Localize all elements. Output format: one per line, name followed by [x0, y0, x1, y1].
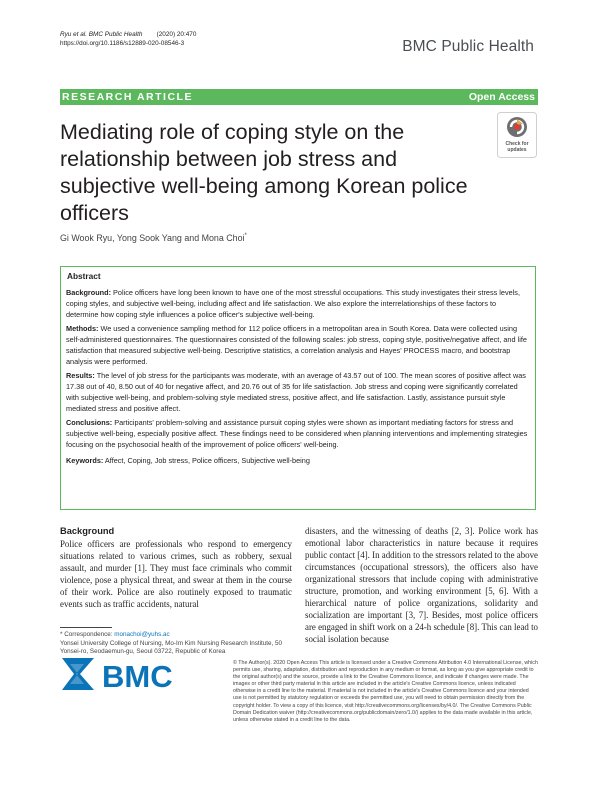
license-text: © The Author(s). 2020 Open Access This article is licensed under a Creative Commons Attribution 4.0 International License, which permits use, sharing, adaptation, distribution and reproduction in any medium or format, as long as you give appropriate credit to the original author(s) and the source, provide a link to the Creative Commons licence, and indicate if changes were made. The images or other third party material in this article are included in the article's Creative Commons licence, unless indicated otherwise in a credit line to the material. If material is not included in the article's Creative Commons licence and your intended use is not permitted by statutory regulation or exceeds the permitted use, you will need to obtain permission directly from the copyright holder. To view a copy of this licence, visit http://creativecommons.org/licenses/by/4.0/. The Creative Commons Public Domain Dedication waiver (http://creativecommons.org/publicdomain/zero/1.0/) applies to the data made available in this article, unless otherwise stated in a credit line to the data. — [233, 660, 538, 723]
check-for-updates-icon — [497, 112, 537, 158]
keywords-label: Keywords: — [66, 456, 104, 465]
background-text: Police officers have long been known to have one of the most stressful occupations. This study investigates their stress levels, coping styles, and subjective well-being, including affect and life satisfaction. We also explore the interrelationships of these factors to determine how coping style influences a police officer's subjective well-being. — [66, 288, 520, 319]
journal-name: BMC Public Health — [402, 38, 534, 55]
abstract-background — [66, 287, 530, 320]
body-column-right — [305, 525, 538, 645]
svg-text:updates: updates — [507, 147, 527, 153]
bmc-logo-text: BMC — [102, 659, 173, 694]
body-column-left — [60, 525, 292, 610]
correspondence-label: * Correspondence: — [60, 631, 115, 638]
correspondence-footnote — [60, 627, 292, 657]
affiliation-text: Yonsei University College of Nursing, Mo-Im Kim Nursing Research Institute, 50 Yonsei-ro, Seodaemun-gu, Seoul 03722, Republic of Korea — [60, 639, 282, 655]
footnote-rule — [60, 627, 112, 628]
running-header-citation — [60, 31, 320, 48]
keywords-text: Affect, Coping, Job stress, Police officers, Subjective well-being — [103, 456, 310, 465]
conclusions-label: Conclusions: — [66, 418, 113, 427]
results-label: Results: — [66, 371, 95, 380]
abstract-methods — [66, 323, 530, 367]
section-heading-background: Background — [60, 526, 115, 536]
header-year-volume: (2020) 20:470 — [156, 31, 197, 38]
abstract-results — [66, 370, 530, 414]
corresponding-marker: * — [244, 233, 247, 240]
methods-label: Methods: — [66, 324, 99, 333]
bmc-logo — [60, 654, 190, 696]
author-names: Gi Wook Ryu, Yong Sook Yang and Mona Choi — [60, 233, 245, 243]
article-title: Mediating role of coping style on the relationship between job stress and subjective well-being among Korean police officers — [60, 120, 468, 225]
results-text: The level of job stress for the participants was moderate, with an average of 43.57 out of 100. The mean scores of positive affect was 17.38 out of 40, 8.50 out of 40 for negative affect, and 20.76 out of 35 for life satisfaction. Job stress and coping were significantly correlated with subjective well-being, and problem-solving style mediated stress, positive affect, and life satisfaction. Lastly, assistance pursuit style mediated stress and positive affect. — [66, 371, 526, 413]
bmc-logo-icon — [60, 654, 190, 696]
conclusions-text: Participants' problem-solving and assistance pursuit coping styles were shown as important mediating factors for stress and subjective well-being, especially positive affect. These findings need to be considered when planning interventions and implementing strategies focusing on the psychosocial health of the improvement of police officers' well-being. — [66, 418, 528, 449]
abstract-box — [60, 266, 536, 510]
body-paragraph-right: disasters, and the witnessing of deaths [2, 3]. Police work has emotional labor characteristics in nature because it requires public contact [4]. In addition to the stressors related to the above circumstances (occupational stressors), the officers also have organizational stressors that include coping with administrative structure, promotion, and working environment [5, 6]. With a hierarchical nature of police organizations, solidarity and socialization are important [3, 7]. Besides, most police officers are engaged in shift work on a 24-h schedule [8]. This can lead to social isolation because — [305, 526, 538, 644]
abstract-keywords — [66, 455, 530, 466]
header-authors: Ryu et al. BMC Public Health — [60, 31, 143, 38]
body-paragraph-left: Police officers are professionals who respond to emergency situations related to various crimes, such as robbery, sexual assault, and murder [1]. They must face criminals who commit violence, pose a physical threat, and swear at them in the course of their work. Police are also routinely exposed to traumatic events such as traffic accidents, natural — [60, 539, 292, 609]
article-type-band — [60, 89, 538, 105]
check-for-updates-badge[interactable] — [497, 112, 537, 158]
background-label: Background: — [66, 288, 111, 297]
abstract-heading: Abstract — [67, 271, 101, 281]
correspondence-email-link[interactable]: monachoi@yuhs.ac — [114, 631, 170, 638]
abstract-conclusions — [66, 417, 530, 450]
methods-text: We used a convenience sampling method for 112 police officers in a metropolitan area in South Korea. Data were collected using self-administered questionnaires. The questionnaires consisted of the following scales: job stress, coping style, positive/negative affect, and life satisfaction that measured subjective well-being. Descriptive statistics, a correlation analysis and Hayes' PROCESS macro, and bootstrap analysis were performed. — [66, 324, 527, 366]
article-type-label: RESEARCH ARTICLE — [62, 91, 193, 103]
open-access-label: Open Access — [468, 91, 535, 103]
author-list — [60, 233, 247, 243]
header-doi[interactable]: https://doi.org/10.1186/s12889-020-08546-3 — [60, 39, 185, 47]
svg-text:Check for: Check for — [505, 141, 529, 147]
